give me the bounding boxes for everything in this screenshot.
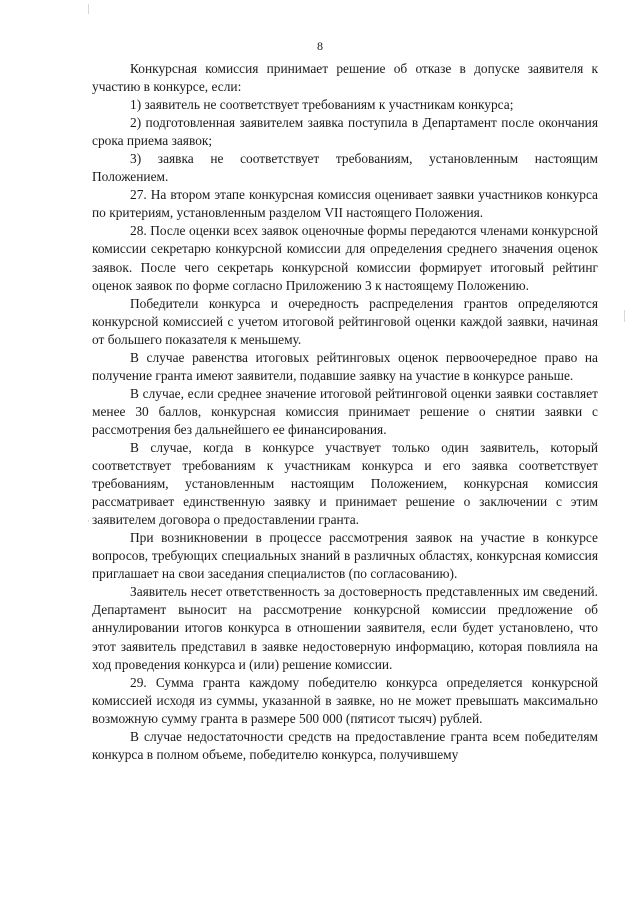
clause-29: 29. Сумма гранта каждому победителю конкурса определяется конкурсной комиссией исходя из суммы, указанной в заявке, но не может превышать максимально возможную сумму гранта в размере 500 000 (пятисот тысяч) рублей. xyxy=(92,674,598,726)
paragraph: Заявитель несет ответственность за достоверность представленных им сведений. Департамент выносит на рассмотрение конкурсной комиссии предложение об аннулировании итогов конкурса в отношении заявителя, если будет установлено, что этот заявитель представил в заявке недостоверную информацию, которая повлияла на ход проведения конкурса и (или) решение комиссии. xyxy=(92,584,598,672)
paragraph: В случае, когда в конкурсе участвует только один заявитель, который соответствует требованиям к участникам конкурса и его заявка соответствует требованиям, установленным настоящим Положением, конкурсная комиссия рассматривает единственную заявку и принимает решение о заключении с этим заявителем договора о предоставлении гранта. xyxy=(92,439,598,528)
paragraph: В случае недостаточности средств на предоставление гранта всем победителям конкурса в полном объеме, победителю конкурса, получившему xyxy=(92,728,598,762)
scan-edge-mark xyxy=(88,4,89,14)
paragraph: Конкурсная комиссия принимает решение об отказе в допуске заявителя к участию в конкурсе, если: xyxy=(92,61,598,95)
clause-27: 27. На втором этапе конкурсная комиссия оценивает заявки участников конкурса по критериям, установленным разделом VII настоящего Положения. xyxy=(92,187,598,221)
scan-dot-mark xyxy=(88,520,89,522)
list-item: 1) заявитель не соответствует требованиям к участникам конкурса; xyxy=(130,97,514,113)
list-item: 3) заявка не соответствует требованиям, установленным настоящим Положением. xyxy=(92,151,598,185)
clause-28: 28. После оценки всех заявок оценочные формы передаются членами конкурсной комиссии секретарю конкурсной комиссии для определения среднего значения оценок заявок. После чего секретарь конкурсной комиссии формирует итоговый рейтинг оценок заявок по форме согласно Приложению 3 к настоящему Положению. xyxy=(92,223,598,293)
list-item: 2) подготовленная заявителем заявка поступила в Департамент после окончания срока приема заявок; xyxy=(92,115,598,149)
scan-edge-mark-right xyxy=(624,310,625,322)
paragraph: В случае равенства итоговых рейтинговых оценок первоочередное право на получение гранта имеют заявители, подавшие заявку на участие в конкурсе раньше. xyxy=(92,349,598,383)
document-body xyxy=(92,60,598,764)
paragraph: В случае, если среднее значение итоговой рейтинговой оценки заявки составляет менее 30 баллов, конкурсная комиссия принимает решение о снятии заявки с рассмотрения без дальнейшего ее финансирования. xyxy=(92,385,598,437)
page-number: 8 xyxy=(317,39,323,53)
paragraph: Победители конкурса и очередность распределения грантов определяются конкурсной комиссией с учетом итоговой рейтинговой оценки каждой заявки, начиная от большего показателя к меньшему. xyxy=(92,295,598,347)
paragraph: При возникновении в процессе рассмотрения заявок на участие в конкурсе вопросов, требующих специальных знаний в различных областях, конкурсная комиссия приглашает на свои заседания специалистов (по согласованию). xyxy=(92,530,598,582)
